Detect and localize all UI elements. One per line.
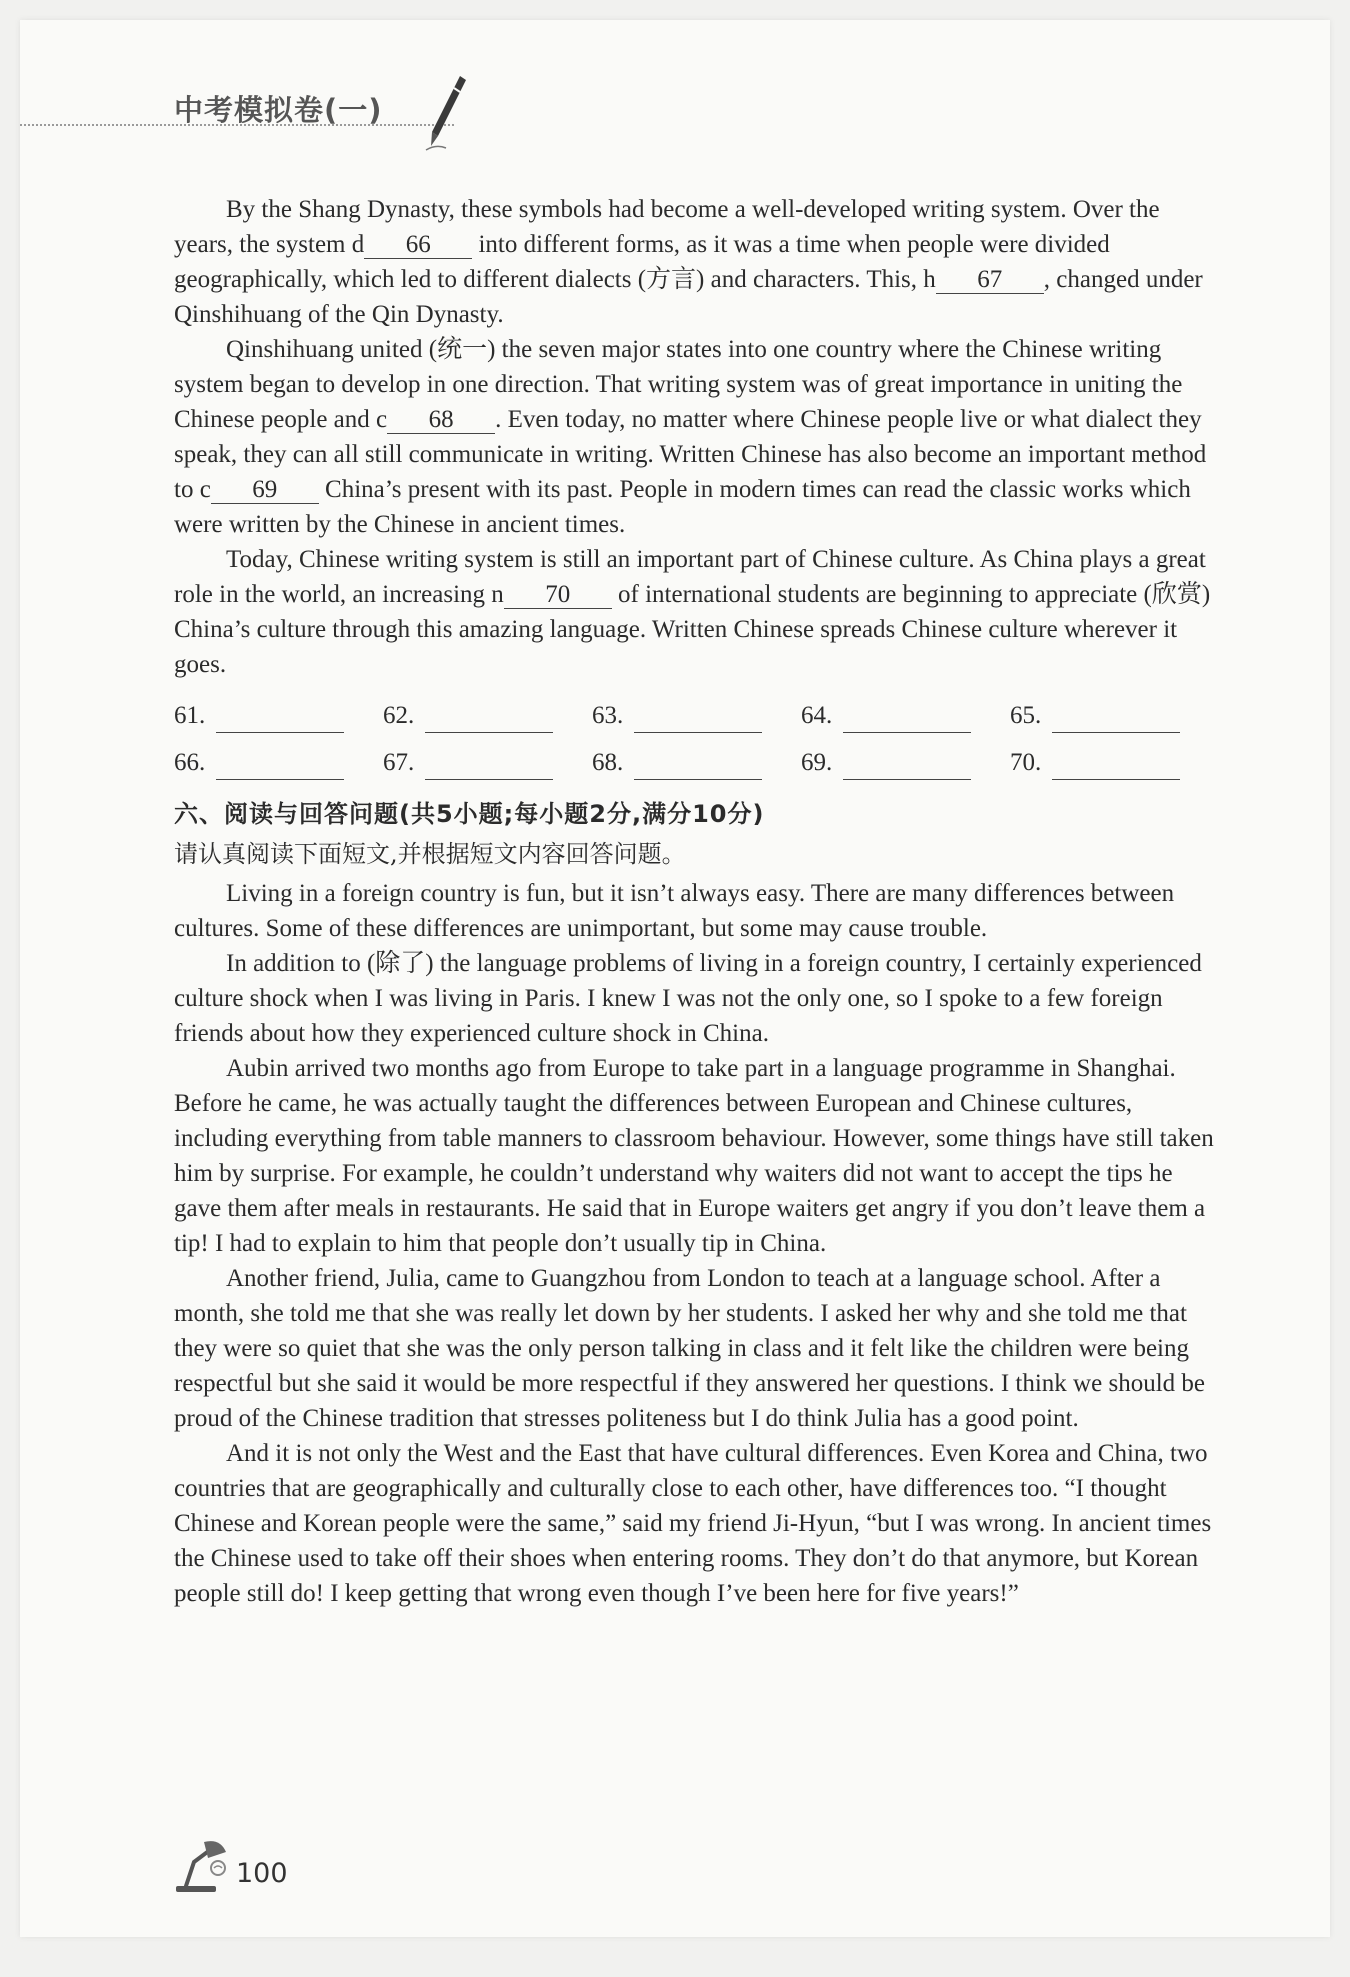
answer-number: 67. — [383, 749, 415, 776]
cloze-paragraph: By the Shang Dynasty, these symbols had become a well-developed writing system. Over the years, the system d 66 into different forms, as it was a time when people were divided geographically, which led to different dialects (方言) and characters. This, h 67 , changed under Qinshihuang of the Qin Dynasty. — [174, 196, 1203, 328]
answer-field[interactable] — [425, 706, 553, 733]
answer-field[interactable] — [216, 753, 344, 780]
pen-icon — [424, 74, 468, 152]
answer-number: 68. — [592, 749, 624, 776]
answer-sheet — [174, 686, 1220, 780]
blank-67[interactable]: 67 — [936, 267, 1044, 294]
page-number: 100 — [236, 1858, 288, 1889]
content — [174, 192, 1220, 1611]
answer-number: 62. — [383, 702, 415, 729]
blank-69[interactable]: 69 — [211, 477, 319, 504]
answer-field[interactable] — [425, 753, 553, 780]
blank-68[interactable]: 68 — [387, 407, 495, 434]
blank-70[interactable]: 70 — [504, 582, 612, 609]
answer-number: 66. — [174, 749, 206, 776]
reading-paragraph: And it is not only the West and the East that have cultural differences. Even Korea and China, two countries that are geographically and culturally close to each other, have differences too. “I thought Chinese and Korean people were the same,” said my friend Ji-Hyun, “but I was wrong. In ancient times the Chinese used to take off their shoes when entering rooms. They don’t do that anymore, but Korean people still do! I keep getting that wrong even though I’ve been here for five years!” — [174, 1440, 1212, 1607]
answer-row — [174, 733, 1220, 780]
answer-field[interactable] — [843, 706, 971, 733]
blank-66[interactable]: 66 — [364, 232, 472, 259]
reading-paragraph: In addition to (除了) the language problems of living in a foreign country, I certainly experienced culture shock when I was living in Paris. I knew I was not the only one, so I spoke to a few foreign friends about how they experienced culture shock in China. — [174, 950, 1202, 1047]
section-instruction: 请认真阅读下面短文,并根据短文内容回答问题。 — [174, 840, 686, 868]
page-footer — [174, 1838, 374, 1898]
exam-page — [20, 20, 1330, 1937]
answer-field[interactable] — [634, 753, 762, 780]
answer-field[interactable] — [634, 706, 762, 733]
cloze-paragraph: Today, Chinese writing system is still an important part of Chinese culture. As China plays a great role in the world, an increasing n 70 of international students are beginning to appreciate (欣赏) China’s culture through this amazing language. Written Chinese spreads Chinese culture wherever it goes. — [174, 546, 1211, 678]
answer-field[interactable] — [1052, 706, 1180, 733]
answer-field[interactable] — [1052, 753, 1180, 780]
answer-number: 65. — [1010, 702, 1042, 729]
cloze-paragraph: Qinshihuang united (统一) the seven major states into one country where the Chinese writing system began to develop in one direction. That writing system was of great importance in uniting the Chinese people and c 68 . Even today, no matter where Chinese people live or what dialect they speak, they can all still communicate in writing. Written Chinese has also become an important method to c 69 China’s present with its past. People in modern times can read the classic works which were written by the Chinese in ancient times. — [174, 336, 1207, 538]
header-title: 中考模拟卷(一) — [174, 93, 383, 127]
reading-paragraph: Living in a foreign country is fun, but it isn’t always easy. There are many differences between cultures. Some of these differences are unimportant, but some may cause trouble. — [174, 880, 1175, 942]
section-title: 六、阅读与回答问题(共5小题;每小题2分,满分10分) — [174, 800, 765, 828]
desk-lamp-icon — [174, 1838, 232, 1894]
page-header — [20, 20, 1330, 150]
answer-number: 64. — [801, 702, 833, 729]
answer-number: 61. — [174, 702, 206, 729]
answer-field[interactable] — [843, 753, 971, 780]
answer-number: 63. — [592, 702, 624, 729]
answer-number: 69. — [801, 749, 833, 776]
answer-field[interactable] — [216, 706, 344, 733]
header-divider — [20, 124, 454, 126]
reading-paragraph: Another friend, Julia, came to Guangzhou from London to teach at a language school. After a month, she told me that she was really let down by her students. I asked her why and she told me that they were so quiet that she was the only person talking in class and it felt like the children were being respectful but she said it would be more respectful if they answered her questions. I think we should be proud of the Chinese tradition that stresses politeness but I do think Julia has a good point. — [174, 1265, 1205, 1432]
answer-row — [174, 686, 1220, 733]
answer-number: 70. — [1010, 749, 1042, 776]
reading-paragraph: Aubin arrived two months ago from Europe to take part in a language programme in Shanghai. Before he came, he was actually taught the differences between European and Chinese cultures, including everything from table manners to classroom behaviour. However, some things have still taken him by surprise. For example, he couldn’t understand why waiters did not want to accept the tips he gave them after meals in restaurants. He said that in Europe waiters get angry if you don’t leave them a tip! I had to explain to him that people don’t usually tip in China. — [174, 1055, 1214, 1257]
